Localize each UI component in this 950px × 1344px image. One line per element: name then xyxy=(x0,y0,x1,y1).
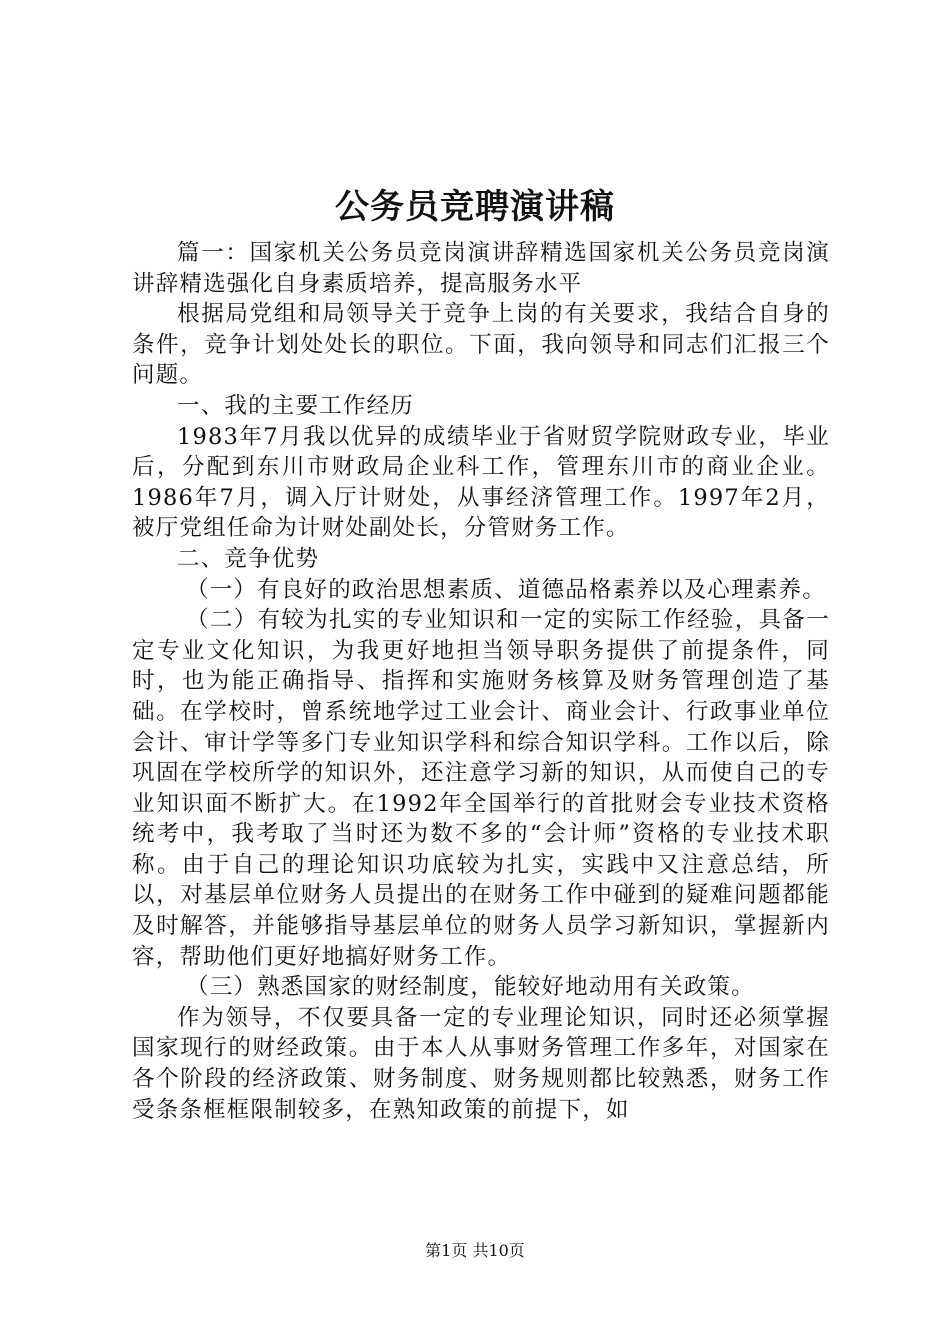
document-title: 公务员竞聘演讲稿 xyxy=(335,187,615,227)
paragraph-advantage-1: （一）有良好的政治思想素质、道德品格素养以及心理素养。 xyxy=(186,576,826,603)
paragraph-intro: 篇一：国家机关公务员竞岗演讲辞精选国家机关公务员竞岗演讲辞精选强化自身素质培养，提高服务水平 xyxy=(132,240,830,297)
paragraph-experience: 1983年7月我以优异的成绩毕业于省财贸学院财政专业，毕业后，分配到东川市财政局企业科工作，管理东川市的商业企业。1986年7月，调入厅计财处，从事经济管理工作。1997年2月，被厅党组任命为计财处副处长，分管财务工作。 xyxy=(132,423,830,542)
paragraph-policy: 作为领导，不仅要具备一定的专业理论知识，同时还必须掌握国家现行的财经政策。由于本人从事财务管理工作多年，对国家在各个阶段的经济政策、财务制度、财务规则都比较熟悉，财务工作受条条框框限制较多，在熟知政策的前提下，如 xyxy=(132,1004,830,1123)
section-heading-advantages: 二、竞争优势 xyxy=(177,545,320,572)
section-heading-experience: 一、我的主要工作经历 xyxy=(177,392,415,419)
page-number-footer: 第1页 共10页 xyxy=(425,1241,525,1260)
document-body xyxy=(132,238,830,1125)
paragraph-advantage-2: （二）有较为扎实的专业知识和一定的实际工作经验，具备一定专业文化知识，为我更好地担当领导职务提供了前提条件，同时，也为能正确指导、指挥和实施财务核算及财务管理创造了基础。在学校时，曾系统地学过工业会计、商业会计、行政事业单位会计、审计学等多门专业知识学科和综合知识学科。工作以后，除巩固在学校所学的知识外，还注意学习新的知识，从而使自己的专业知识面不断扩大。在1992年全国举行的首批财会专业技术资格统考中，我考取了当时还为数不多的“会计师”资格的专业技术职称。由于自己的理论知识功底较为扎实，实践中又注意总结，所以，对基层单位财务人员提出的在财务工作中碰到的疑难问题都能及时解答，并能够指导基层单位的财务人员学习新知识，掌握新内容，帮助他们更好地搞好财务工作。 xyxy=(132,607,830,970)
paragraph-opening: 根据局党组和局领导关于竞争上岗的有关要求，我结合自身的条件，竞争计划处处长的职位。下面，我向领导和同志们汇报三个问题。 xyxy=(132,301,830,389)
paragraph-advantage-3: （三）熟悉国家的财经制度，能较好地动用有关政策。 xyxy=(186,974,755,1001)
